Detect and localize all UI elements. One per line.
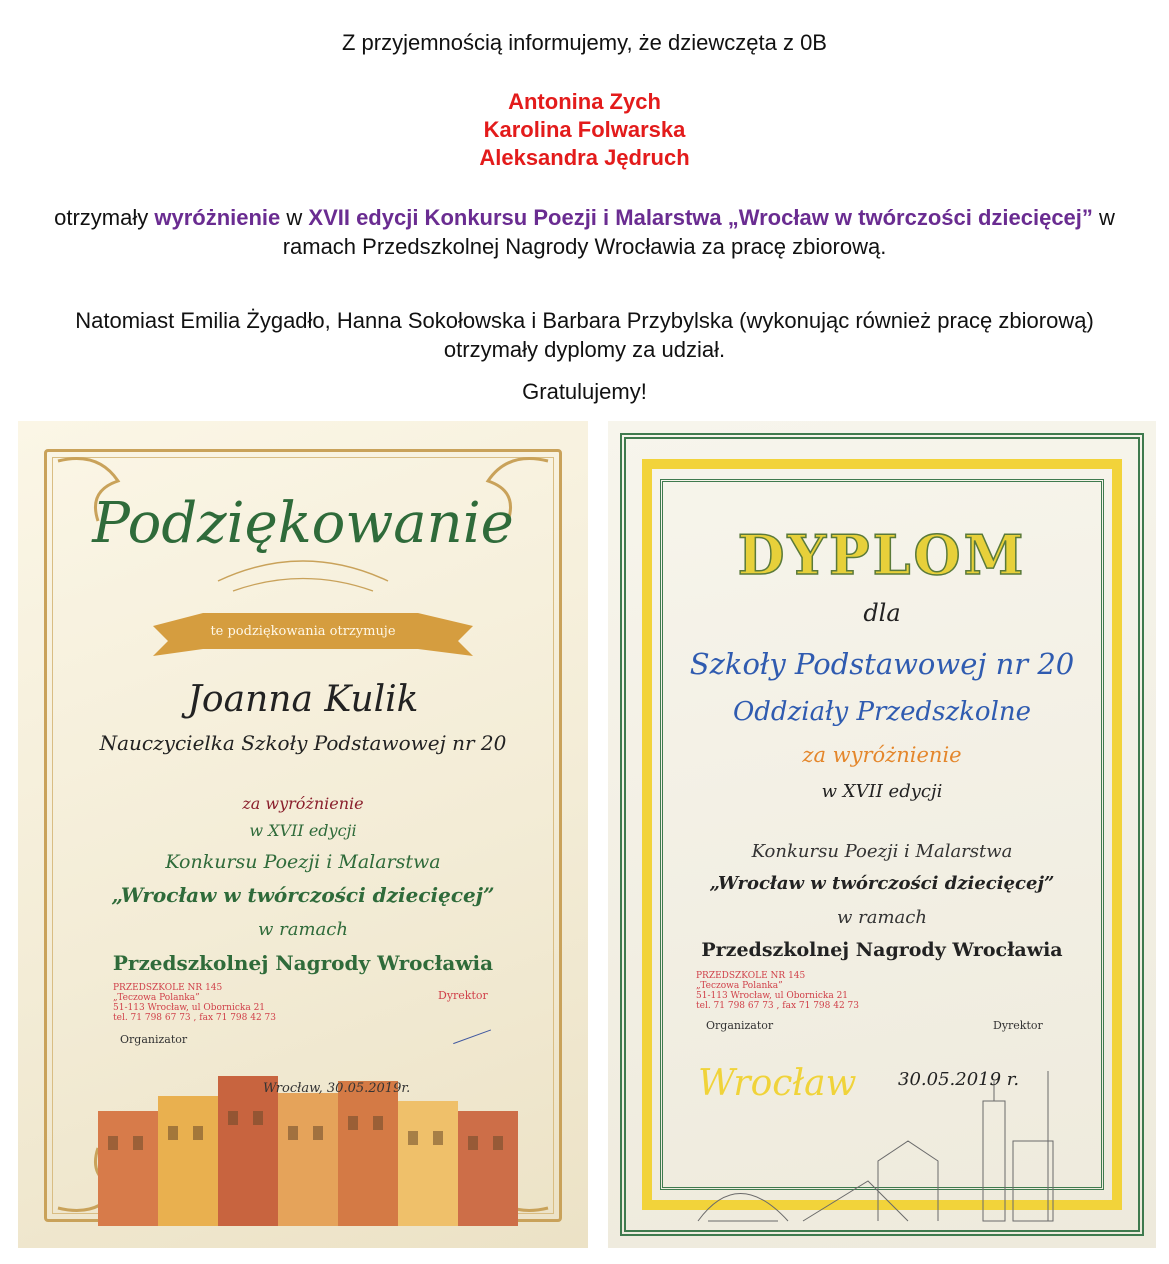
within-line: w ramach xyxy=(837,907,927,928)
congrats-text: Gratulujemy! xyxy=(522,379,647,404)
wroclaw-logo: Wrocław xyxy=(698,1063,857,1104)
edition-line: w XVII edycji xyxy=(821,781,943,802)
diploma-certificate-photo xyxy=(608,421,1156,1248)
stamp-line: „Teczowa Polanka” xyxy=(113,993,200,1003)
organizer-stamp xyxy=(113,983,276,1023)
student-name: Aleksandra Jędruch xyxy=(479,145,690,170)
stamp-line: PRZEDSZKOLE NR 145 xyxy=(696,971,806,981)
division-name: Oddziały Przedszkolne xyxy=(732,697,1032,727)
intro-text: Z przyjemnością informujemy, że dziewczęta z 0B xyxy=(342,30,827,55)
stamp-line: tel. 71 798 67 73 , fax 71 798 42 73 xyxy=(696,1001,859,1011)
stamp-line: 51-113 Wrocław, ul Obornicka 21 xyxy=(113,1003,266,1013)
issue-date: 30.05.2019 r. xyxy=(898,1069,1020,1090)
prize-line: Przedszkolnej Nagrody Wrocławia xyxy=(112,951,494,975)
organizer-label: Organizator xyxy=(120,1033,188,1046)
school-name: Szkoły Podstawowej nr 20 xyxy=(689,647,1075,681)
director-label: Dyrektor xyxy=(993,1019,1043,1032)
theme-line: „Wrocław w twórczości dziecięcej” xyxy=(709,873,1055,894)
award-highlight: wyróżnienie xyxy=(154,205,281,230)
participants-paragraph: Natomiast Emilia Żygadło, Hanna Sokołowska i Barbara Przybylska (wykonując również pracę zbiorową) otrzymały dyplomy za udział. xyxy=(75,308,1094,362)
organizer-stamp xyxy=(696,971,859,1011)
issue-date: Wrocław, 30.05.2019r. xyxy=(263,1081,411,1096)
award-line: za wyróżnienie xyxy=(242,794,364,813)
stamp-line: tel. 71 798 67 73 , fax 71 798 42 73 xyxy=(113,1013,276,1023)
stamp-line: „Teczowa Polanka” xyxy=(696,981,783,991)
diploma-title: DYPLOM xyxy=(737,523,1027,587)
theme-line: „Wrocław w twórczości dziecięcej” xyxy=(111,883,495,907)
award-line: za wyróżnienie xyxy=(802,743,962,767)
for-line: dla xyxy=(863,599,901,627)
student-name: Karolina Folwarska xyxy=(483,117,686,142)
award-paragraph xyxy=(30,203,1139,261)
contest-highlight: XVII edycji Konkursu Poezji i Malarstwa „Wrocław w twórczości dziecięcej” xyxy=(308,205,1093,230)
award-text: w xyxy=(280,205,309,230)
organizer-label: Organizator xyxy=(706,1019,774,1032)
old-town-houses xyxy=(98,1076,518,1226)
contest-line: Konkursu Poezji i Malarstwa xyxy=(751,841,1013,862)
thanks-certificate-photo xyxy=(18,421,588,1248)
edition-line: w XVII edycji xyxy=(249,821,357,840)
certificate-title: Podziękowanie xyxy=(92,491,514,556)
student-names xyxy=(0,88,1169,172)
student-name: Antonina Zych xyxy=(508,89,661,114)
within-line: w ramach xyxy=(258,919,348,940)
director-label: Dyrektor xyxy=(438,989,488,1002)
recipient-name: Joanna Kulik xyxy=(187,679,419,720)
award-text: w ramach Przedszkolnej Nagrody Wrocławia za pracę zbiorową. xyxy=(282,205,1115,259)
recipient-role: Nauczycielka Szkoły Podstawowej nr 20 xyxy=(99,731,507,755)
contest-line: Konkursu Poezji i Malarstwa xyxy=(165,851,441,873)
prize-line: Przedszkolnej Nagrody Wrocławia xyxy=(701,939,1063,961)
stamp-line: 51-113 Wrocław, ul Obornicka 21 xyxy=(696,991,849,1001)
stamp-line: PRZEDSZKOLE NR 145 xyxy=(113,983,223,993)
ribbon-text: te podziękowania otrzymuje xyxy=(210,624,396,639)
award-text: otrzymały xyxy=(54,205,155,230)
